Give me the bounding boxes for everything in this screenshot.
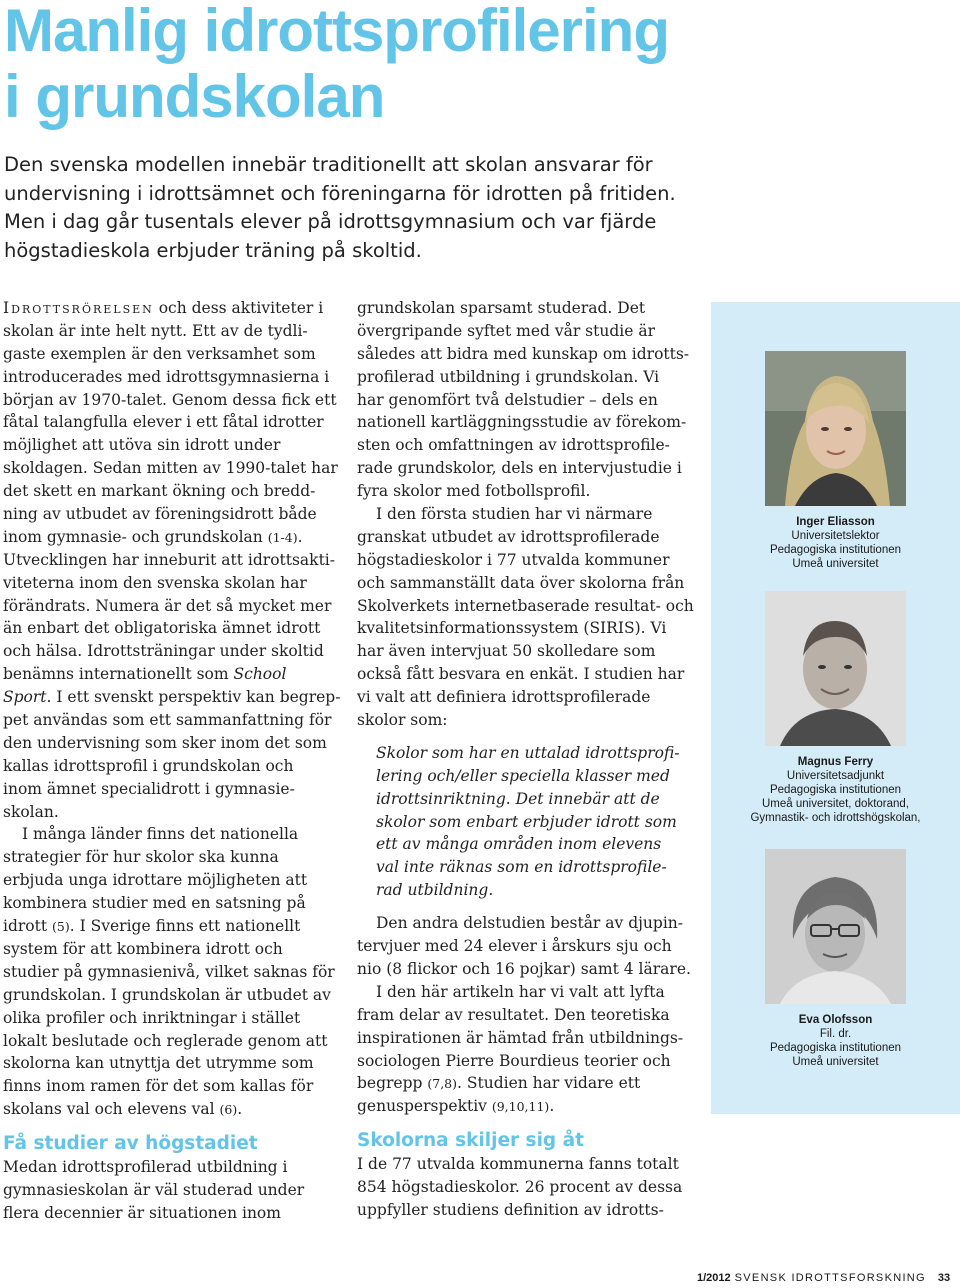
author-affiliation: Pedagogiska institutionen (769, 784, 902, 796)
body-line: således att bidra med kunskap om idrotts- (357, 344, 690, 363)
body-line: kallas idrottsprofil i grundskolan och (3, 756, 294, 775)
author-title: Universitetsadjunkt (786, 770, 885, 782)
body-line: lokalt beslutade och reglerade genom att (3, 1031, 328, 1050)
author-affiliation: Umeå universitet (792, 1056, 879, 1068)
body-line: förändrats. Numera är det så mycket mer (3, 596, 332, 615)
body-line: granskat utbudet av idrottsprofilerade (357, 527, 660, 546)
lead-line: Men i dag går tusentals elever på idrottsgymnasium och var fjärde (4, 210, 657, 233)
body-line: finns inom ramen för det som kallas för (3, 1077, 314, 1096)
lead-line: Den svenska modellen innebär traditionellt att skolan ansvarar för (4, 153, 653, 176)
body-line: uppfyller studiens definition av idrotts- (357, 1200, 664, 1219)
italic-term: School (233, 665, 287, 684)
body-text: och dess aktiviteter i (153, 299, 324, 317)
body-line: pet användas som ett sammanfattning för (3, 711, 332, 730)
body-line: Den andra delstudien består av djupin- (376, 914, 684, 933)
body-line: Skolverkets internetbaserade resultat- och (357, 596, 694, 615)
section-heading: Få studier av högstadiet (3, 1133, 258, 1155)
journal-name: SVENSK IDROTTSFORSKNING (734, 1272, 926, 1284)
body-line: introducerades med idrottsgymnasierna i (3, 367, 330, 386)
body-line: skoldagen. Sedan mitten av 1990-talet har (3, 459, 338, 478)
body-line (3, 686, 341, 709)
definition-quote-line: idrottsinriktning. Det innebär att de (376, 789, 660, 808)
body-line: sten och omfattningen av idrottsprofile- (357, 436, 670, 455)
definition-quote-line: rad utbildning. (376, 881, 494, 900)
citation-ref: (9,10,11) (491, 1099, 550, 1115)
body-column-1 (3, 297, 341, 1225)
body-text: benämns internationellt som (3, 665, 234, 684)
body-line: skolorna kan utnyttja det utrymme som (3, 1054, 314, 1073)
body-line (3, 915, 341, 938)
body-line: viteterna inom den svenska skolan har (3, 573, 307, 592)
body-line: inspirationen är hämtad från utbildnings- (357, 1028, 684, 1047)
author-affiliation: Umeå universitet (792, 558, 879, 570)
body-line (357, 1072, 697, 1095)
title-line-1: Manlig idrottsprofilering (4, 0, 669, 64)
body-line: erbjuda unga idrottare möjligheten att (3, 871, 308, 890)
citation-ref: (1-4) (267, 529, 298, 545)
body-text: . (237, 1100, 243, 1119)
body-line: fram delar av resultatet. Den teoretiska (357, 1005, 670, 1024)
body-line: den undervisning som sker inom det som (3, 733, 327, 752)
lead-line: undervisning i idrottsämnet och föreningarna för idrotten på fritiden. (4, 181, 676, 205)
body-line: strategier för hur skolor ska kunna (3, 848, 279, 867)
body-line: högstadieskolor i 77 utvalda kommuner (357, 550, 670, 569)
opening-smallcaps: Idrottsrörelsen (3, 299, 154, 317)
author-title: Fil. dr. (819, 1028, 852, 1040)
body-line: vi valt att definiera idrottsprofilerade (357, 688, 651, 707)
author-name: Inger Eliasson (796, 516, 875, 528)
body-line: grundskolan. I grundskolan är utbudet av (3, 985, 331, 1004)
definition-quote-line: ett av många områden inom elevens (376, 835, 662, 854)
body-text: . I Sverige finns ett nationellt (69, 917, 301, 936)
body-text: begrepp (357, 1074, 428, 1093)
body-line: profilerad utbildning i grundskolan. Vi (357, 367, 660, 386)
author-affiliation: Umeå universitet, doktorand, (761, 798, 910, 810)
author-caption (711, 515, 960, 571)
body-line: fåtal talangfulla elever i ett fåtal idrotter (3, 413, 324, 432)
body-line: också fått besvara en enkät. I studien har (357, 665, 685, 684)
body-line: I många länder finns det nationella (22, 825, 299, 844)
body-text: . Studien har vidare ett (457, 1074, 641, 1093)
body-line: det skett en markant ökning och bredd- (3, 482, 316, 501)
body-text: inom gymnasie- och grundskolan (3, 527, 268, 546)
definition-quote-line: Skolor som har en uttalad idrottsprofi- (376, 743, 680, 762)
body-line: Medan idrottsprofilerad utbildning i (3, 1157, 288, 1176)
definition-quote-line: lering och/eller speciella klasser med (376, 766, 670, 785)
section-heading: Skolorna skiljer sig åt (357, 1130, 584, 1152)
body-line (3, 297, 341, 320)
body-line: Utvecklingen har inneburit att idrottsakti- (3, 550, 335, 569)
body-line: I den första studien har vi närmare (376, 505, 653, 524)
body-line: nationell kartläggningsstudie av förekom- (357, 413, 687, 432)
author-caption (711, 755, 960, 825)
author-affiliation: Gymnastik- och idrottshögskolan, (750, 812, 921, 824)
author-affiliation: Pedagogiska institutionen (769, 544, 902, 556)
spacer (357, 732, 697, 742)
body-line: och hälsa. Idrottsträningar under skoltid (3, 642, 324, 661)
body-line: skolor som: (357, 711, 448, 730)
body-text: genusperspektiv (357, 1097, 492, 1116)
body-line: skolan är inte helt nytt. Ett av de tydli- (3, 321, 308, 340)
author-photo-image (765, 849, 906, 1004)
article-title (4, 0, 669, 130)
body-column-2 (357, 297, 697, 1222)
article-lead (4, 151, 704, 265)
body-text: . (549, 1097, 555, 1116)
author-title: Universitetslektor (791, 530, 880, 542)
citation-ref: (6) (219, 1102, 238, 1118)
author-affiliation: Pedagogiska institutionen (769, 1042, 902, 1054)
body-line: gaste exemplen är den verksamhet som (3, 344, 316, 363)
body-line: gymnasieskolan är väl studerad under (3, 1180, 305, 1199)
body-line (3, 663, 341, 686)
author-photo-image (765, 591, 906, 746)
body-line: I den här artikeln har vi valt att lyfta (376, 982, 665, 1001)
spacer (357, 902, 697, 912)
issue-number: 1/2012 (697, 1272, 731, 1284)
citation-ref: (7,8) (427, 1076, 458, 1092)
body-line: ning av utbudet av föreningsidrott både (3, 505, 317, 524)
citation-ref: (5) (52, 919, 70, 935)
body-line: olika profiler och inriktningar i stället (3, 1008, 301, 1027)
body-line: rade grundskolor, dels en intervjustudie i (357, 459, 682, 478)
body-line: sociologen Pierre Bourdieus teorier och (357, 1051, 671, 1070)
page-footer (697, 1272, 950, 1284)
body-line: system för att kombinera idrott och (3, 939, 283, 958)
body-line: I de 77 utvalda kommunerna fanns totalt (357, 1155, 679, 1174)
body-line: övergripande syftet med vår studie är (357, 321, 655, 340)
body-text: skolans val och elevens val (3, 1100, 220, 1119)
body-text: . (297, 527, 303, 546)
author-name: Eva Olofsson (798, 1014, 873, 1026)
body-line: tervjuer med 24 elever i årskurs sju och (357, 937, 672, 956)
body-line: möjlighet att utöva sin idrott under (3, 436, 281, 455)
body-line: har även intervjuat 50 skolledare som (357, 642, 656, 661)
body-line: än enbart det obligatoriska ämnet idrott (3, 619, 321, 638)
author-name: Magnus Ferry (797, 756, 874, 768)
author-photo (765, 591, 906, 746)
body-line: 854 högstadieskolor. 26 procent av dessa (357, 1177, 683, 1196)
body-line (3, 526, 341, 549)
body-text: . I ett svenskt perspektiv kan begrep- (46, 688, 341, 707)
title-line-2: i grundskolan (4, 63, 385, 130)
body-line: fyra skolor med fotbollsprofil. (357, 482, 591, 501)
page-number: 33 (937, 1272, 951, 1284)
body-line: och sammanställt data över skolorna från (357, 573, 685, 592)
definition-quote-line: skolor som enbart erbjuder idrott som (376, 812, 677, 831)
body-line: skolan. (3, 802, 59, 821)
author-photo (765, 351, 906, 506)
body-line: kvalitetsinformationssystem (SIRIS). Vi (357, 619, 667, 638)
author-photo-image (765, 351, 906, 506)
body-line: flera decennier är situationen inom (3, 1203, 281, 1222)
author-caption (711, 1013, 960, 1069)
body-line (3, 1098, 341, 1121)
body-line: studier på gymnasienivå, vilket saknas för (3, 962, 335, 981)
body-line: början av 1970-talet. Genom dessa fick ett (3, 390, 337, 409)
author-sidebar (711, 302, 960, 1114)
body-line: inom ämnet specialidrott i gymnasie- (3, 779, 295, 798)
body-line: kombinera studier med en satsning på (3, 894, 306, 913)
body-line (357, 1095, 697, 1118)
body-line: nio (8 flickor och 16 pojkar) samt 4 lärare. (357, 959, 691, 978)
author-photo (765, 849, 906, 1004)
lead-line: högstadieskola erbjuder träning på skoltid. (4, 238, 422, 262)
italic-term: Sport (3, 688, 47, 707)
body-text: idrott (3, 917, 53, 936)
definition-quote-line: val inte räknas som en idrottsprofile- (376, 858, 667, 877)
body-line: grundskolan sparsamt studerad. Det (357, 299, 646, 317)
body-line: har genomfört två delstudier – dels en (357, 390, 658, 409)
